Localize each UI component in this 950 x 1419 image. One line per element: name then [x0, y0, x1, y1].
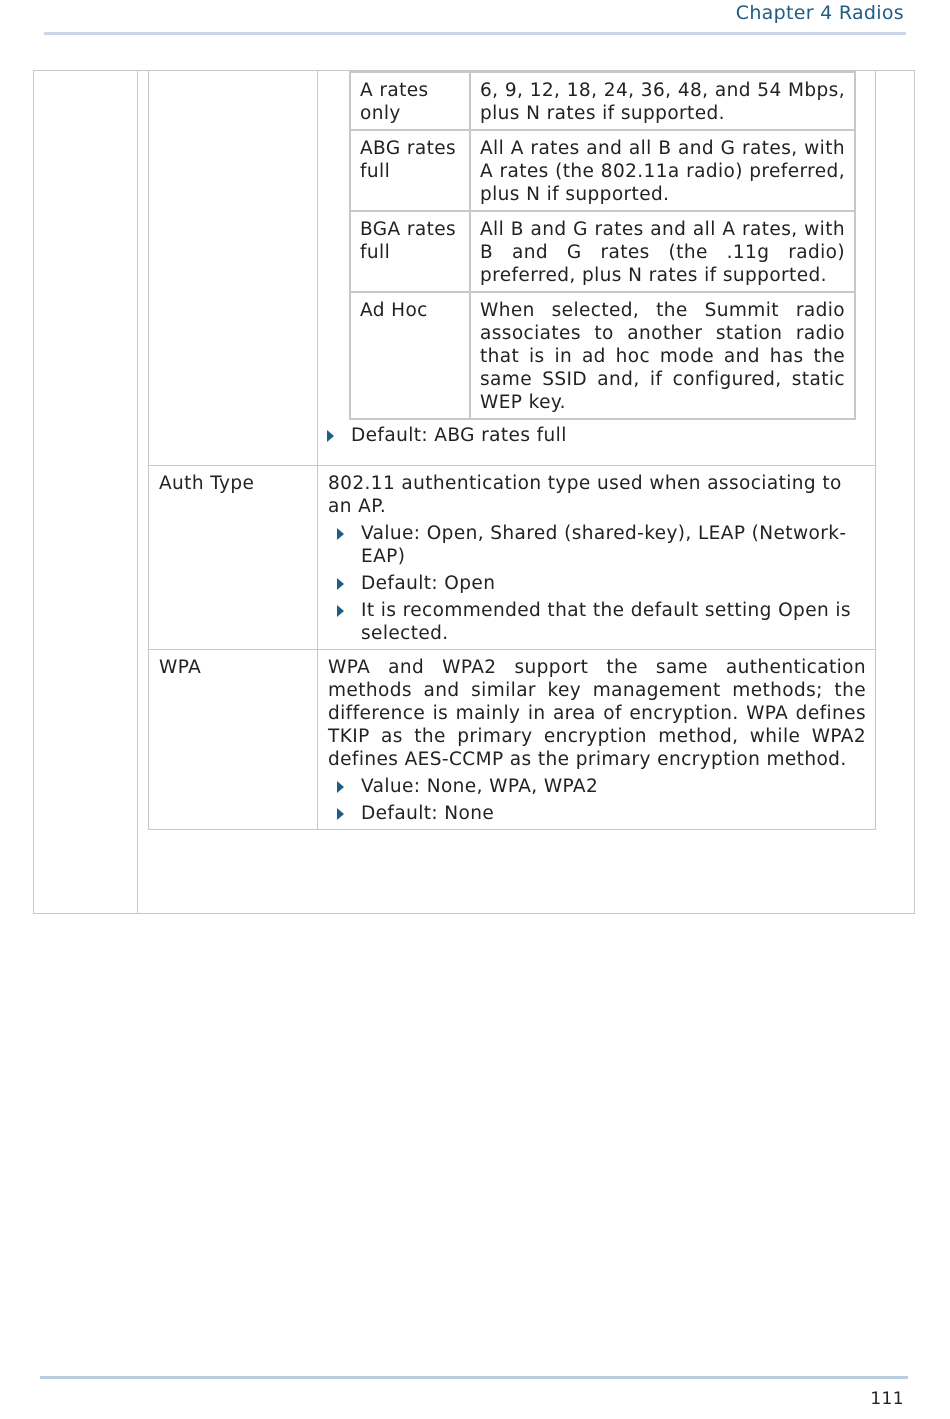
- page-number: 111: [870, 1389, 904, 1409]
- outer-column-divider: [137, 70, 138, 913]
- table-row-auth-type: [149, 466, 876, 650]
- setting-desc-cell: [318, 650, 876, 830]
- rate-desc: 6, 9, 12, 18, 24, 36, 48, and 54 Mbps, plus N rates if supported.: [470, 72, 855, 130]
- bullet-item: [328, 572, 866, 595]
- rate-name: A rates only: [350, 72, 470, 130]
- bullet-item: [328, 775, 866, 798]
- bullet-arrow-icon: [337, 808, 344, 820]
- header-divider: [44, 32, 906, 35]
- bullet-arrow-icon: [337, 528, 344, 540]
- rate-desc: When selected, the Summit radio associates to another station radio that is in ad hoc mode and has the same SSID and, if configured, static WEP key.: [470, 292, 855, 419]
- table-row-radio-mode: [149, 71, 876, 466]
- rate-desc: All A rates and all B and G rates, with A rates (the 802.11a radio) preferred, plus N if supported.: [470, 130, 855, 211]
- setting-name: WPA: [149, 650, 318, 830]
- bullet-text: Default: ABG rates full: [351, 425, 567, 446]
- bullet-item: [318, 424, 875, 447]
- bullet-arrow-icon: [337, 605, 344, 617]
- setting-name: Auth Type: [149, 466, 318, 650]
- rates-row: [350, 211, 855, 292]
- rates-row: [350, 130, 855, 211]
- setting-description: 802.11 authentication type used when associating to an AP.: [328, 473, 842, 517]
- setting-desc-cell: [318, 466, 876, 650]
- radio-mode-desc-cell: [318, 71, 876, 466]
- table-row-wpa: [149, 650, 876, 830]
- chapter-title: Chapter 4 Radios: [735, 2, 904, 24]
- rates-row: [350, 292, 855, 419]
- footer-divider: [40, 1376, 908, 1379]
- rate-name: BGA rates full: [350, 211, 470, 292]
- setting-description: WPA and WPA2 support the same authentication methods and similar key management methods; the difference is mainly in area of encryption. WPA defines TKIP as the primary encryption method, while WPA2 defines AES-CCMP as the primary encryption method.: [328, 657, 866, 770]
- bullet-arrow-icon: [327, 430, 334, 442]
- rates-row: [350, 72, 855, 130]
- bullet-text: Default: None: [361, 803, 495, 824]
- bullet-item: [328, 522, 866, 568]
- bullet-text: It is recommended that the default setting Open is selected.: [361, 600, 851, 644]
- bullet-text: Value: None, WPA, WPA2: [361, 776, 599, 797]
- bullet-text: Default: Open: [361, 573, 496, 594]
- rates-table: [349, 71, 856, 420]
- rate-name: ABG rates full: [350, 130, 470, 211]
- bullet-item: [328, 599, 866, 645]
- bullet-text: Value: Open, Shared (shared-key), LEAP (Network-EAP): [361, 523, 847, 567]
- settings-table: [148, 70, 876, 830]
- rate-desc: All B and G rates and all A rates, with B and G rates (the .11g radio) preferred, plus N rates if supported.: [470, 211, 855, 292]
- bullet-item: [328, 802, 866, 825]
- bullet-arrow-icon: [337, 578, 344, 590]
- rate-name: Ad Hoc: [350, 292, 470, 419]
- bullet-arrow-icon: [337, 781, 344, 793]
- empty-name-cell: [149, 71, 318, 466]
